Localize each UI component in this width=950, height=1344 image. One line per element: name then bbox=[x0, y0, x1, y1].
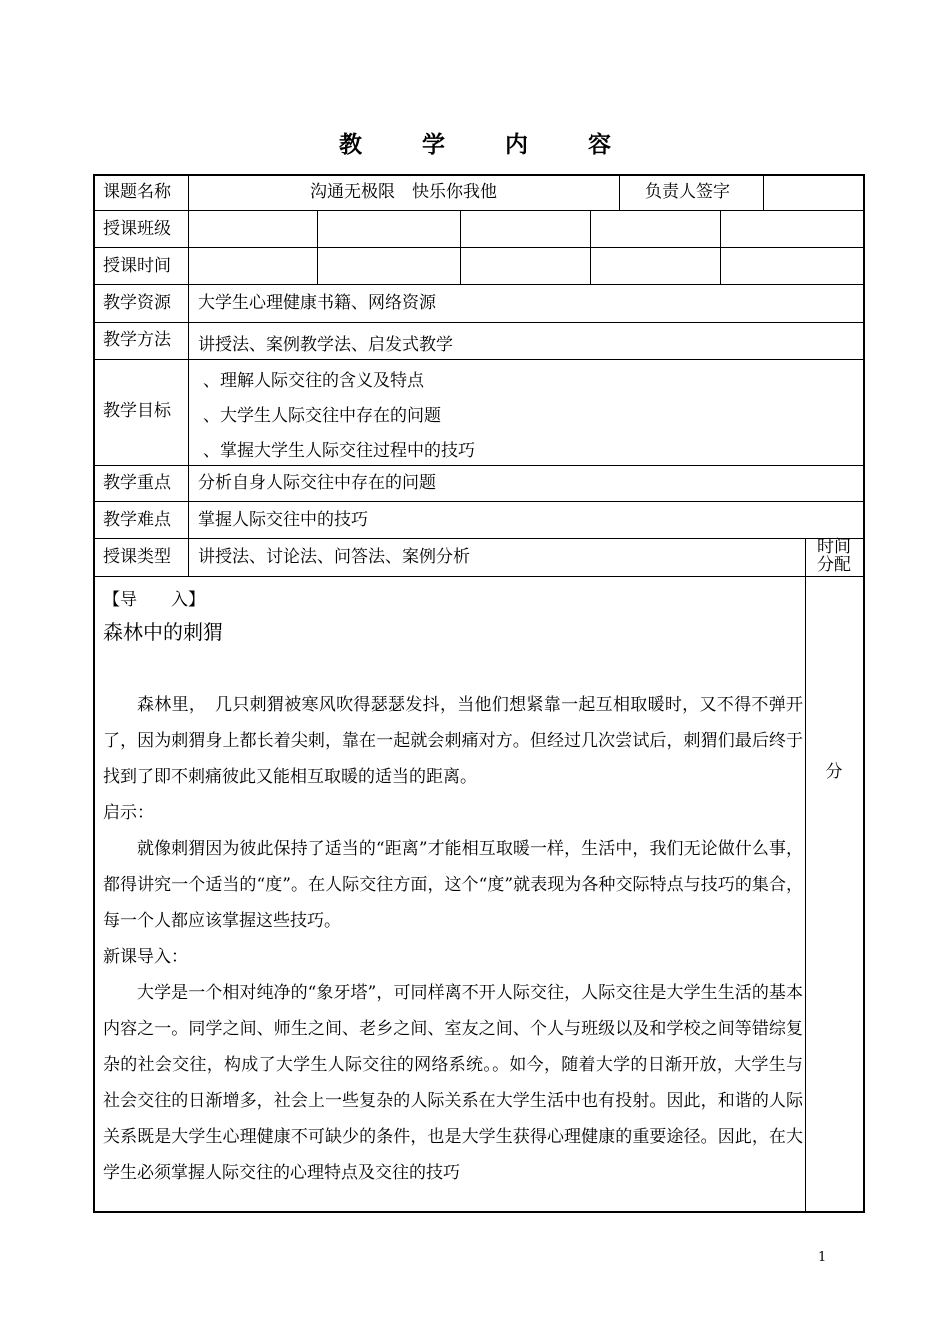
row-divider bbox=[93, 576, 864, 577]
difficulties-label: 教学难点 bbox=[103, 510, 171, 530]
difficulties-value: 掌握人际交往中的技巧 bbox=[198, 510, 368, 530]
time-allocation-line2: 分配 bbox=[817, 555, 851, 575]
col-divider bbox=[317, 210, 318, 285]
time-allocation-value: 分 bbox=[825, 762, 843, 782]
col-divider bbox=[763, 175, 764, 211]
col-divider bbox=[805, 538, 806, 1213]
row-divider bbox=[93, 210, 864, 211]
signer-label: 负责人签字 bbox=[645, 182, 730, 202]
insight-paragraph: 就像刺猬因为彼此保持了适当的“距离”才能相互取暖一样，生活中，我们无论做什么事，都得讲究一个适当的“度”。在人际交往方面，这个“度”就表现为各种交际特点与技巧的集合，每一个人都应该掌握这些技巧。 bbox=[103, 839, 803, 931]
lesson-type-value: 讲授法、讨论法、问答法、案例分析 bbox=[198, 547, 470, 567]
topic-label: 课题名称 bbox=[103, 182, 171, 202]
lesson-type-label: 授课类型 bbox=[103, 547, 171, 567]
col-divider bbox=[619, 175, 620, 211]
objective-item: 、大学生人际交往中存在的问题 bbox=[203, 406, 441, 426]
col-divider bbox=[188, 175, 189, 577]
page-title: 教 学 内 容 bbox=[338, 131, 638, 158]
table-border-right bbox=[863, 174, 865, 1213]
table-border-left bbox=[93, 174, 95, 1213]
content-body bbox=[103, 687, 803, 1191]
row-divider bbox=[93, 465, 864, 466]
time-allocation-label bbox=[805, 538, 863, 574]
story-paragraph: 森林里， 几只刺猬被寒风吹得瑟瑟发抖，当他们想紧靠一起互相取暖时，又不得不弹开了，因为刺猬身上都长着尖刺，靠在一起就会刺痛对方。但经过几次尝试后，刺猬们最后终于找到了即不刺痛彼此又能相互取暖的适当的距离。 bbox=[103, 695, 803, 787]
row-divider bbox=[93, 247, 864, 248]
time-allocation-line1: 时间 bbox=[817, 537, 851, 557]
col-divider bbox=[720, 210, 721, 285]
row-divider bbox=[93, 284, 864, 285]
col-divider bbox=[590, 210, 591, 285]
row-divider bbox=[93, 501, 864, 502]
row-divider bbox=[93, 322, 864, 323]
topic-value: 沟通无极限 快乐你我他 bbox=[310, 182, 497, 202]
story-title: 森林中的刺猬 bbox=[103, 620, 223, 644]
key-points-value: 分析自身人际交往中存在的问题 bbox=[198, 473, 436, 493]
objectives-label: 教学目标 bbox=[103, 401, 171, 421]
objective-item: 、理解人际交往的含义及特点 bbox=[203, 371, 424, 391]
methods-value: 讲授法、案例教学法、启发式教学 bbox=[198, 335, 453, 355]
col-divider bbox=[460, 210, 461, 285]
intro-label: 【导 入】 bbox=[103, 590, 205, 610]
insight-label: 启示： bbox=[103, 803, 154, 823]
resources-label: 教学资源 bbox=[103, 293, 171, 313]
new-lesson-paragraph: 大学是一个相对纯净的“象牙塔”，可同样离不开人际交往，人际交往是大学生生活的基本内容之一。同学之间、师生之间、老乡之间、室友之间、个人与班级以及和学校之间等错综复杂的社会交往，构成了大学生人际交往的网络系统。。如今，随着大学的日渐开放，大学生与社会交往的日渐增多，社会上一些复杂的人际关系在大学生活中也有投射。因此，和谐的人际关系既是大学生心理健康不可缺少的条件，也是大学生获得心理健康的重要途径。因此，在大学生必须掌握人际交往的心理特点及交往的技巧 bbox=[103, 983, 803, 1183]
row-divider bbox=[93, 538, 864, 539]
class-label: 授课班级 bbox=[103, 219, 171, 239]
methods-label: 教学方法 bbox=[103, 330, 171, 350]
page-number: 1 bbox=[818, 1250, 827, 1265]
time-label: 授课时间 bbox=[103, 256, 171, 276]
key-points-label: 教学重点 bbox=[103, 473, 171, 493]
row-divider bbox=[93, 359, 864, 360]
resources-value: 大学生心理健康书籍、网络资源 bbox=[198, 293, 436, 313]
new-lesson-label: 新课导入： bbox=[103, 947, 188, 967]
objective-item: 、掌握大学生人际交往过程中的技巧 bbox=[203, 441, 475, 461]
table-border-top bbox=[93, 174, 864, 176]
table-border-bottom bbox=[93, 1211, 864, 1213]
